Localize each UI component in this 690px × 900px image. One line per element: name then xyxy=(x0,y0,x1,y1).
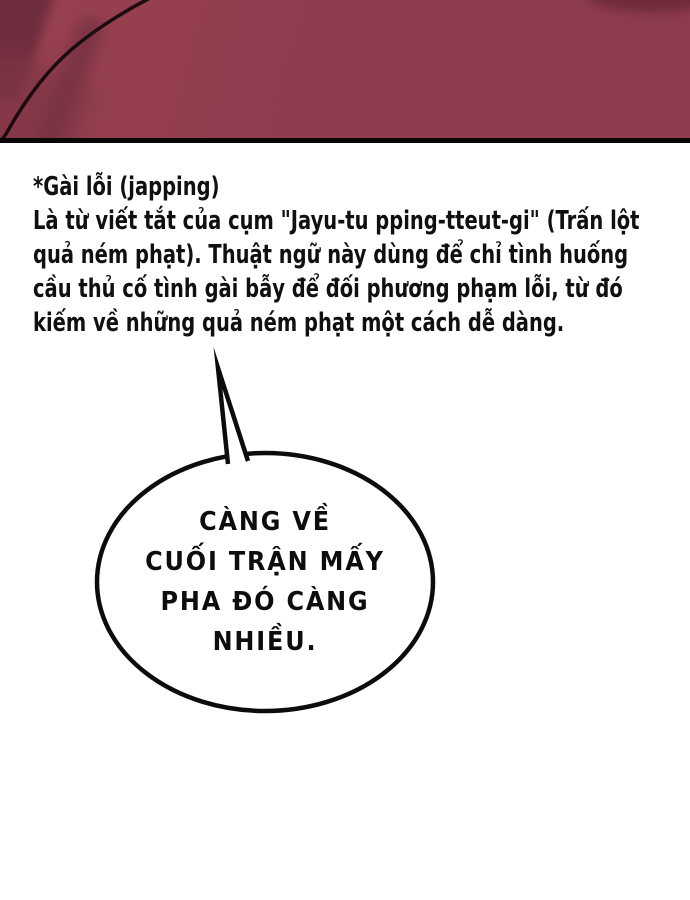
speech-bubble-text xyxy=(113,502,417,662)
footnote-line: quả ném phạt). Thuật ngữ này dùng để chỉ tình huống xyxy=(33,240,629,270)
footnote-block xyxy=(33,170,671,340)
shoulder-outline-line xyxy=(0,0,150,138)
speech-line: PHA ĐÓ CÀNG xyxy=(160,587,370,617)
footnote-line: kiếm về những quả ném phạt một cách dễ dàng. xyxy=(33,308,565,338)
footnote-line: Là từ viết tắt của cụm "Jayu-tu pping-tteut-gi" (Trấn lột xyxy=(33,206,640,236)
speech-line: CÀNG VỀ xyxy=(199,507,331,537)
speech-line: NHIỀU. xyxy=(212,627,318,657)
panel-separator-line xyxy=(0,138,690,143)
footnote-line: cầu thủ cố tình gài bẫy để đối phương phạm lỗi, từ đó xyxy=(33,274,623,304)
speech-line: CUỐI TRẬN MẤY xyxy=(145,547,385,577)
footnote-line: *Gài lỗi (japping) xyxy=(33,172,220,202)
speech-bubble-tail xyxy=(218,368,248,464)
artwork-panel xyxy=(0,0,690,138)
artwork-outline-drawing xyxy=(0,0,690,138)
